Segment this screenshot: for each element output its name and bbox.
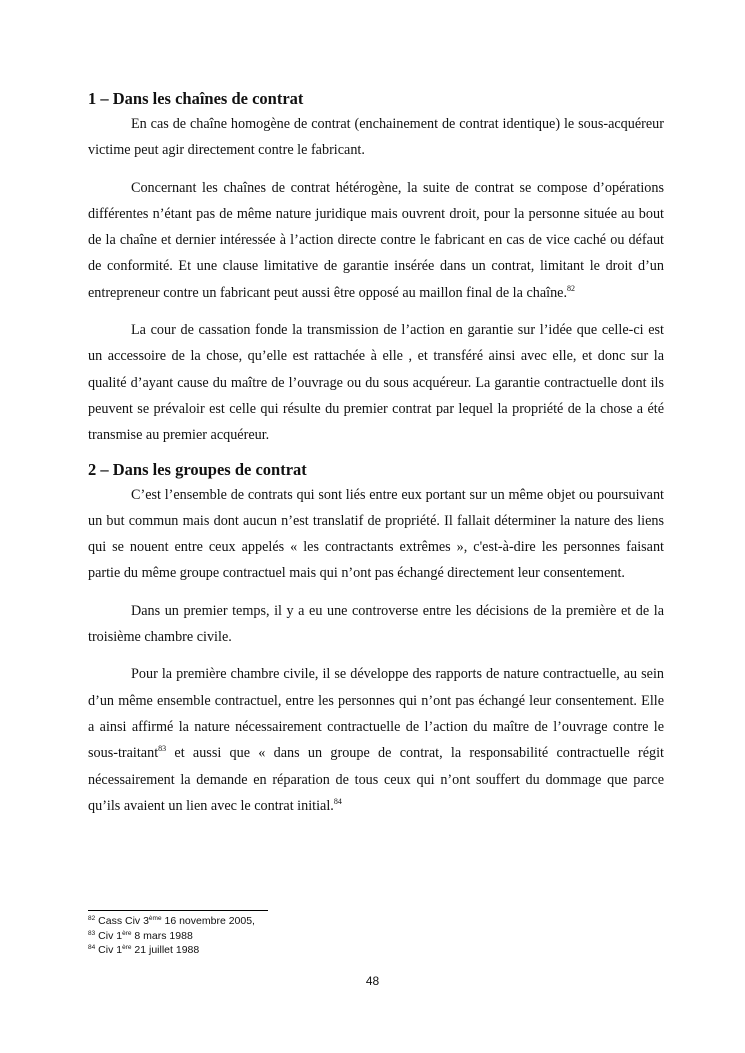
footnote-82 (88, 914, 588, 929)
paragraph-text: Pour la première chambre civile, il se développe des rapports de nature contractuelle, au sein d’un même ensemble contractuel, entre les personnes qui n’ont pas échangé leur consentement. Elle a ainsi affirmé la nature nécessairement contractuelle de l’action du maître de l’ouvrage contre le sous-traitant (88, 666, 664, 762)
footnote-ref-84[interactable]: 84 (333, 796, 342, 806)
footnote-83 (88, 929, 588, 944)
section-2-paragraph-3 (88, 661, 664, 819)
section-1-paragraph-1: En cas de chaîne homogène de contrat (enchainement de contrat identique) le sous-acquéreur victime peut agir directement contre le fabricant. (88, 116, 664, 159)
footnote-number: 82 (88, 915, 96, 922)
paragraph-text: Concernant les chaînes de contrat hétérogène, la suite de contrat se compose d’opérations différentes n’étant pas de même nature juridique mais ouvrent droit, pour la personne située au bout de la chaîne et dernier intéressée à l’action directe contre le fabricant en cas de vice caché ou défaut de conformité. Et une clause limitative de garantie insérée dans un contrat, limitant le droit d’un entrepreneur contre un fabricant peut aussi être opposé au maillon final de la chaîne. (88, 179, 664, 301)
footnote-ordinal: ère (122, 929, 132, 937)
footnote-ref-82[interactable]: 82 (567, 283, 576, 293)
footnote-text: 21 juillet 1988 (131, 944, 200, 956)
footnote-ordinal: ère (122, 944, 132, 951)
footnote-text: 16 novembre 2005, (161, 915, 255, 927)
footnote-text: Cass Civ 3 (98, 915, 149, 927)
section-1-heading: 1 – Dans les chaînes de contrat (88, 89, 304, 108)
footnote-84 (88, 943, 588, 958)
section-2-heading: 2 – Dans les groupes de contrat (88, 459, 307, 479)
footnote-number: 84 (88, 944, 96, 951)
section-1-paragraph-2 (88, 175, 664, 306)
footnote-text: Civ 1 (98, 929, 123, 942)
footnote-text: Civ 1 (98, 944, 123, 956)
footnote-number: 83 (88, 929, 96, 937)
footnotes (88, 914, 588, 958)
footnote-ordinal: ème (148, 915, 162, 922)
footnote-ref-83[interactable]: 83 (158, 744, 167, 754)
page-number: 48 (365, 974, 380, 988)
section-1-paragraph-3: La cour de cassation fonde la transmission de l’action en garantie sur l’idée que celle-ci est un accessoire de la chose, qu’elle est rattachée à elle , et transféré ainsi avec elle, et donc sur la qualité d’ayant cause du maître de l’ouvrage ou du sous acquéreur. La garantie contractuelle dont ils peuvent se prévaloir est celle qui résulte du premier contrat par lequel la propriété de la chose a été transmise au premier acquéreur. (88, 322, 664, 444)
paragraph-text: et aussi que « dans un groupe de contrat, la responsabilité contractuelle régit nécessairement la demande en réparation de tous ceux qui n’ont souffert du dommage que parce qu’ils avaient un lien avec le contrat initial. (88, 745, 664, 814)
section-2-paragraph-1: C’est l’ensemble de contrats qui sont liés entre eux portant sur un même objet ou poursuivant un but commun mais dont aucun n’est translatif de propriété. Il fallait déterminer la nature des liens qui se nouent entre ceux appelés « les contractants extrêmes », c'est-à-dire les personnes faisant partie du même groupe contractuel mais qui n’ont pas échangé directement leur consentement. (88, 486, 664, 582)
footnote-separator (88, 910, 268, 911)
section-2-paragraph-2: Dans un premier temps, il y a eu une controverse entre les décisions de la première et de la troisième chambre civile. (88, 602, 664, 646)
footnote-text: 8 mars 1988 (131, 929, 193, 942)
page-body (88, 88, 664, 819)
